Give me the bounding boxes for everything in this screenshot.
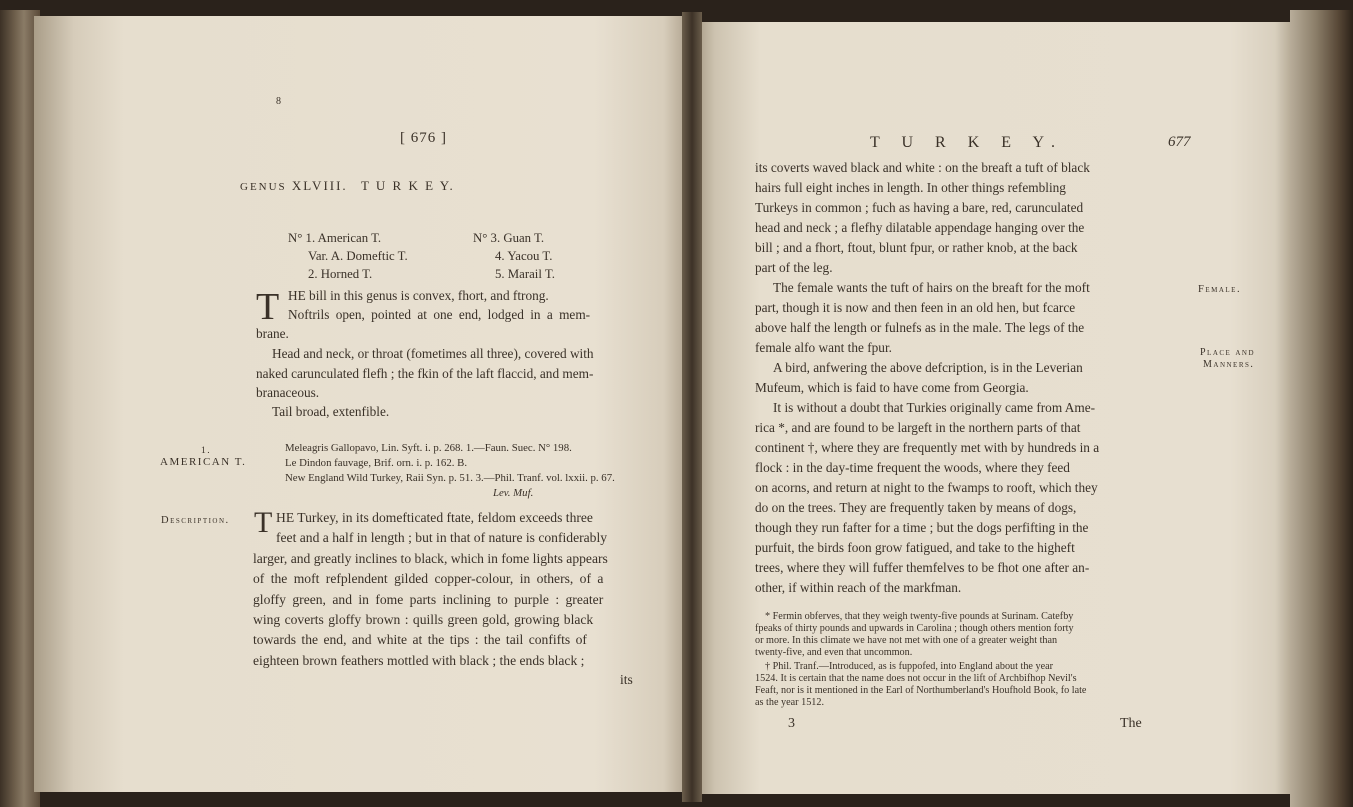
synonym-line: Le Dindon fauvage, Brif. orn. i. p. 162. B. <box>285 457 468 469</box>
book-gutter <box>682 12 702 802</box>
description-line: larger, and greatly inclines to black, which in fome lights appears <box>253 551 608 566</box>
body-line: on acorns, and return at night to the fwamps to rooft, which they <box>755 480 1098 495</box>
description-line: of the moft refplendent gilded copper-colour, in others, of a <box>253 571 604 586</box>
description-line: feet and a half in length ; but in that of nature is confiderably <box>276 530 608 545</box>
body-line: Mufeum, which is faid to have come from Georgia. <box>755 380 1029 395</box>
description-line: wing coverts gloffy brown : quills green gold, growing black <box>253 612 594 627</box>
body-line: flock : in the day-time frequent the woods, where they feed <box>755 460 1070 475</box>
footnote-line: * Fermin obferves, that they weigh twenty-five pounds at Surinam. Catefby <box>765 611 1074 622</box>
body-line: bill ; and a fhort, ftout, blunt fpur, or rather knob, at the back <box>755 240 1078 255</box>
species-margin-label: AMERICAN T. <box>160 456 247 468</box>
footnote-line: twenty-five, and even that uncommon. <box>755 647 913 658</box>
species-list-item: N° 3. Guan T. <box>473 231 545 245</box>
body-line: continent †, where they are frequently met with by hundreds in a <box>755 440 1100 455</box>
body-line: above half the length or fulnefs as in the male. The legs of the <box>755 320 1085 335</box>
synonym-line: Meleagris Gallopavo, Lin. Syft. i. p. 268. 1.—Faun. Suec. N° 198. <box>285 442 572 454</box>
left-page-number: [ 676 ] <box>400 130 447 146</box>
stray-mark: 8 <box>276 96 281 107</box>
description-line: towards the end, and white at the tips : the tail confifts of <box>253 632 587 647</box>
genus-description-line: Noftrils open, pointed at one end, lodged in a mem- <box>288 307 591 322</box>
body-line: trees, where they will fuffer themfelves to be fhot one after an- <box>755 560 1090 575</box>
body-line: The female wants the tuft of hairs on the breaft for the moft <box>773 280 1090 295</box>
right-page-number: 677 <box>1168 134 1191 150</box>
catchword: The <box>1120 716 1142 731</box>
body-line: purfuit, the birds foon grow fatigued, and take to the higheft <box>755 540 1075 555</box>
species-list-item: 5. Marail T. <box>495 267 555 281</box>
body-line: head and neck ; a flefhy dilatable appendage hanging over the <box>755 220 1085 235</box>
species-list-item: Var. A. Domeftic T. <box>308 249 408 263</box>
body-line: do on the trees. They are frequently taken by means of dogs, <box>755 500 1077 515</box>
body-line: female alfo want the fpur. <box>755 340 892 355</box>
synonym-line: New England Wild Turkey, Raii Syn. p. 51. 3.—Phil. Tranf. vol. lxxii. p. 67. <box>285 472 615 484</box>
footnote-line: Feaft, nor is it mentioned in the Earl of Northumberland's Houfhold Book, fo late <box>755 685 1087 696</box>
body-line: hairs full eight inches in length. In other things refembling <box>755 180 1066 195</box>
description-margin-label: Description. <box>161 515 230 526</box>
description-line: HE Turkey, in its domefticated ftate, feldom exceeds three <box>276 510 593 525</box>
footnote-line: 1524. It is certain that the name does not occur in the lift of Archbifhop Nevil's <box>755 673 1077 684</box>
running-head: T U R K E Y. <box>870 134 1064 151</box>
footnote-line: fpeaks of thirty pounds and upwards in Carolina ; though others mention forty <box>755 623 1074 634</box>
genus-description-line: Head and neck, or throat (fometimes all three), covered with <box>272 346 594 361</box>
description-line: eighteen brown feathers mottled with black ; the ends black ; <box>253 653 585 668</box>
footnote-line: or more. In this climate we have not met with one of a greater weight than <box>755 635 1058 646</box>
body-line: part of the leg. <box>755 260 833 275</box>
genus-number: XLVIII. <box>291 178 348 193</box>
body-line: A bird, anfwering the above defcription, is in the Leverian <box>773 360 1083 375</box>
body-line: its coverts waved black and white : on the breaft a tuft of black <box>755 160 1090 175</box>
body-line: It is without a doubt that Turkies originally came from Ame- <box>773 400 1096 415</box>
synonym-line: Lev. Muf. <box>493 487 534 499</box>
genus-description-line: naked carunculated flefh ; the fkin of the laft flaccid, and mem- <box>256 366 594 381</box>
genus-drop-cap: T <box>256 286 280 328</box>
margin-label-female: Female. <box>1198 284 1242 295</box>
genus-description-line: branaceous. <box>256 385 320 400</box>
genus-description-line: HE bill in this genus is convex, fhort, and ftrong. <box>288 288 549 303</box>
genus-heading <box>240 178 455 194</box>
genus-name: T U R K E Y. <box>360 178 455 193</box>
body-line: Turkeys in common ; fuch as having a bare, red, carunculated <box>755 200 1084 215</box>
margin-label-place: Place and <box>1200 347 1256 358</box>
description-drop-cap: T <box>254 506 273 539</box>
signature-mark: 3 <box>788 716 795 731</box>
body-line: other, if within reach of the markfman. <box>755 580 962 595</box>
margin-label-manners: Manners. <box>1203 359 1255 370</box>
genus-prefix: GENUS <box>240 181 287 193</box>
species-list-item: 4. Yacou T. <box>495 249 553 263</box>
right-page-edges <box>1290 10 1353 807</box>
footnote-line: † Phil. Tranf.—Introduced, as is fuppofed, into England about the year <box>765 661 1054 672</box>
body-line: part, though it is now and then feen in an old hen, but fcarce <box>755 300 1076 315</box>
body-line: rica *, and are found to be largeft in the northern parts of that <box>755 420 1081 435</box>
species-number: 1. <box>201 446 212 456</box>
genus-description-line: Tail broad, extenfible. <box>272 404 390 419</box>
species-list-item: N° 1. American T. <box>288 231 382 245</box>
catchword: its <box>620 672 633 687</box>
footnote-line: as the year 1512. <box>755 697 825 708</box>
description-line: gloffy green, and in fome parts inclining to purple : greater <box>253 592 604 607</box>
body-line: though they run fafter for a time ; but the dogs perfifting in the <box>755 520 1089 535</box>
species-list-item: 2. Horned T. <box>308 267 373 281</box>
genus-description-line: brane. <box>256 326 289 341</box>
